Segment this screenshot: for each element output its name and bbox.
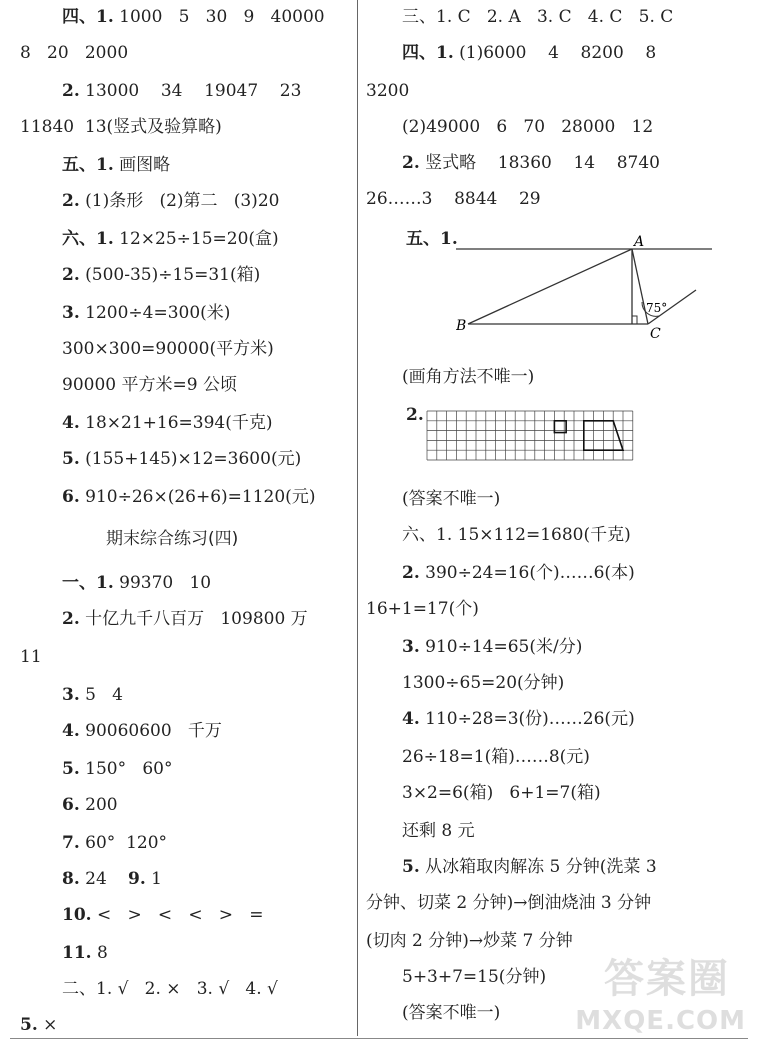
left-line — [62, 572, 211, 594]
item-number: 5. — [62, 449, 80, 469]
item-text: 1000 5 30 9 40000 — [113, 7, 325, 27]
item-text: 5+3+7=15(分钟) — [402, 967, 547, 987]
right-line — [402, 42, 656, 64]
item-text: 3×2=6(箱) 6+1=7(箱) — [402, 783, 601, 803]
item-text: 13000 34 19047 23 — [79, 81, 302, 101]
right-line — [402, 1002, 500, 1024]
right-line — [402, 524, 631, 546]
item-text: 390÷24=16(个)……6(本) — [419, 563, 635, 583]
item-text: 11 — [20, 647, 42, 667]
left-line — [62, 684, 123, 706]
left-line — [62, 6, 325, 28]
item-number: 10. — [62, 905, 92, 925]
item-number: 9. — [128, 869, 146, 889]
item-text: 竖式略 18360 14 8740 — [419, 153, 660, 173]
left-line — [62, 374, 237, 396]
item-text: 300×300=90000(平方米) — [62, 339, 274, 359]
item-text: (切肉 2 分钟)→炒菜 7 分钟 — [366, 931, 573, 951]
left-line — [62, 758, 172, 780]
left-line — [62, 80, 301, 102]
item-text: 16+1=17(个) — [366, 599, 479, 619]
item-text: 8 20 2000 — [20, 43, 129, 63]
left-line — [20, 1014, 57, 1036]
item-text: 110÷28=3(份)……26(元) — [419, 709, 635, 729]
item-text: (155+145)×12=3600(元) — [79, 449, 302, 469]
watermark-logo: 答案圈 — [604, 956, 730, 1002]
item-number: 4. — [402, 709, 420, 729]
right-line — [406, 404, 424, 426]
item-number: 5. — [62, 759, 80, 779]
right-column — [362, 0, 758, 1044]
left-line — [62, 978, 278, 1000]
column-divider — [357, 0, 358, 1036]
item-number: 四、1. — [402, 43, 454, 63]
item-text: 26……3 8844 29 — [366, 189, 541, 209]
bottom-rule — [10, 1038, 748, 1039]
item-text: 5 4 — [79, 685, 123, 705]
label-a: A — [634, 234, 645, 250]
item-text: 十亿九千八百万 109800 万 — [79, 609, 308, 629]
item-number: 7. — [62, 833, 80, 853]
item-text: 910÷26×(26+6)=1120(元) — [79, 487, 316, 507]
right-angle-mark — [632, 316, 637, 324]
item-number: 2. — [402, 563, 420, 583]
left-line — [62, 448, 301, 470]
right-line — [402, 672, 564, 694]
left-line — [62, 486, 315, 508]
item-text: 三、1. C 2. A 3. C 4. C 5. C — [402, 7, 674, 27]
left-line — [62, 190, 279, 212]
left-line — [62, 942, 108, 964]
item-text: 分钟、切菜 2 分钟)→倒油烧油 3 分钟 — [366, 893, 652, 913]
right-line — [366, 930, 573, 952]
item-text: 1300÷65=20(分钟) — [402, 673, 565, 693]
item-number: 2. — [402, 153, 420, 173]
left-line — [20, 42, 128, 64]
item-text: 1 — [145, 869, 162, 889]
item-text: × — [37, 1015, 58, 1035]
right-line — [402, 6, 673, 28]
item-text: 200 — [79, 795, 118, 815]
item-number: 4. — [62, 721, 80, 741]
item-number: 8. — [62, 869, 80, 889]
right-line — [402, 856, 657, 878]
item-text: (2)49000 6 70 28000 12 — [402, 117, 654, 137]
item-number: 六、1. — [62, 229, 114, 249]
right-line — [402, 366, 534, 388]
item-text: 26÷18=1(箱)……8(元) — [402, 747, 590, 767]
item-text: 画图略 — [113, 155, 171, 175]
left-line — [62, 832, 167, 854]
watermark-url: MXQE.COM — [575, 1006, 746, 1036]
item-text: 六、1. 15×112=1680(千克) — [402, 525, 631, 545]
item-text: 12×25÷15=20(盒) — [113, 229, 279, 249]
item-number: 一、1. — [62, 573, 114, 593]
item-text: 150° 60° — [79, 759, 173, 779]
item-number: 2. — [62, 609, 80, 629]
item-number: 6. — [62, 487, 80, 507]
item-text: 11840 13(竖式及验算略) — [20, 117, 222, 137]
item-text: < > < < > = — [91, 905, 264, 925]
right-line — [366, 80, 409, 102]
line-ab — [468, 249, 632, 324]
label-b: B — [456, 318, 467, 334]
item-number: 2. — [62, 265, 80, 285]
left-line — [62, 228, 279, 250]
item-number: 11. — [62, 943, 92, 963]
item-number: 3. — [62, 685, 80, 705]
label-c: C — [650, 326, 661, 342]
item-number: 5. — [402, 857, 420, 877]
right-line — [402, 966, 546, 988]
item-text: (答案不唯一) — [402, 489, 501, 509]
item-text: (1)条形 (2)第二 (3)20 — [79, 191, 280, 211]
right-line — [402, 152, 660, 174]
item-number: 五、1. — [406, 229, 458, 249]
item-text: (500-35)÷15=31(箱) — [79, 265, 261, 285]
right-line — [402, 782, 601, 804]
item-text: 二、1. √ 2. × 3. √ 4. √ — [62, 979, 278, 999]
left-line — [62, 904, 264, 926]
right-line — [406, 228, 458, 250]
right-line — [366, 188, 541, 210]
item-number: 五、1. — [62, 155, 114, 175]
item-text: (画角方法不唯一) — [402, 367, 535, 387]
item-number: 6. — [62, 795, 80, 815]
item-text: 3200 — [366, 81, 410, 101]
item-number: 5. — [20, 1015, 38, 1035]
right-line — [402, 636, 582, 658]
item-text: 从冰箱取肉解冻 5 分钟(洗菜 3 — [419, 857, 657, 877]
item-number: 3. — [402, 637, 420, 657]
item-text: 还剩 8 元 — [402, 821, 475, 841]
item-text: 24 — [79, 869, 123, 889]
item-text: 8 — [91, 943, 108, 963]
left-line — [62, 302, 230, 324]
item-text: (答案不唯一) — [402, 1003, 501, 1023]
item-text: 90060600 千万 — [79, 721, 222, 741]
left-line — [62, 794, 118, 816]
item-number: 4. — [62, 413, 80, 433]
right-line — [402, 562, 635, 584]
left-line — [62, 868, 123, 890]
item-text: 910÷14=65(米/分) — [419, 637, 583, 657]
item-number: 2. — [62, 81, 80, 101]
right-line — [402, 746, 590, 768]
left-line — [62, 608, 308, 630]
angle-label: 75° — [646, 301, 668, 315]
item-number: 四、1. — [62, 7, 114, 27]
grid-figure — [426, 410, 636, 462]
right-line — [402, 488, 500, 510]
left-line — [62, 720, 222, 742]
item-text: 期末综合练习(四) — [106, 529, 239, 549]
item-text: 60° 120° — [79, 833, 168, 853]
right-line — [366, 598, 479, 620]
right-line — [366, 892, 651, 914]
angle-figure — [456, 232, 716, 344]
left-column — [0, 0, 355, 1044]
left-line — [20, 116, 222, 138]
left-line — [62, 412, 273, 434]
left-line — [62, 264, 260, 286]
item-text: 90000 平方米=9 公顷 — [62, 375, 237, 395]
right-line — [402, 820, 475, 842]
left-line — [128, 868, 162, 890]
left-line — [62, 154, 170, 176]
item-number: 2. — [406, 405, 424, 425]
item-number: 2. — [62, 191, 80, 211]
item-text: (1)6000 4 8200 8 — [453, 43, 657, 63]
left-line — [62, 338, 274, 360]
item-text: 18×21+16=394(千克) — [79, 413, 273, 433]
item-text: 1200÷4=300(米) — [79, 303, 231, 323]
left-line — [106, 528, 238, 550]
item-text: 99370 10 — [113, 573, 212, 593]
right-line — [402, 116, 653, 138]
left-line — [20, 646, 42, 668]
right-line — [402, 708, 635, 730]
item-number: 3. — [62, 303, 80, 323]
